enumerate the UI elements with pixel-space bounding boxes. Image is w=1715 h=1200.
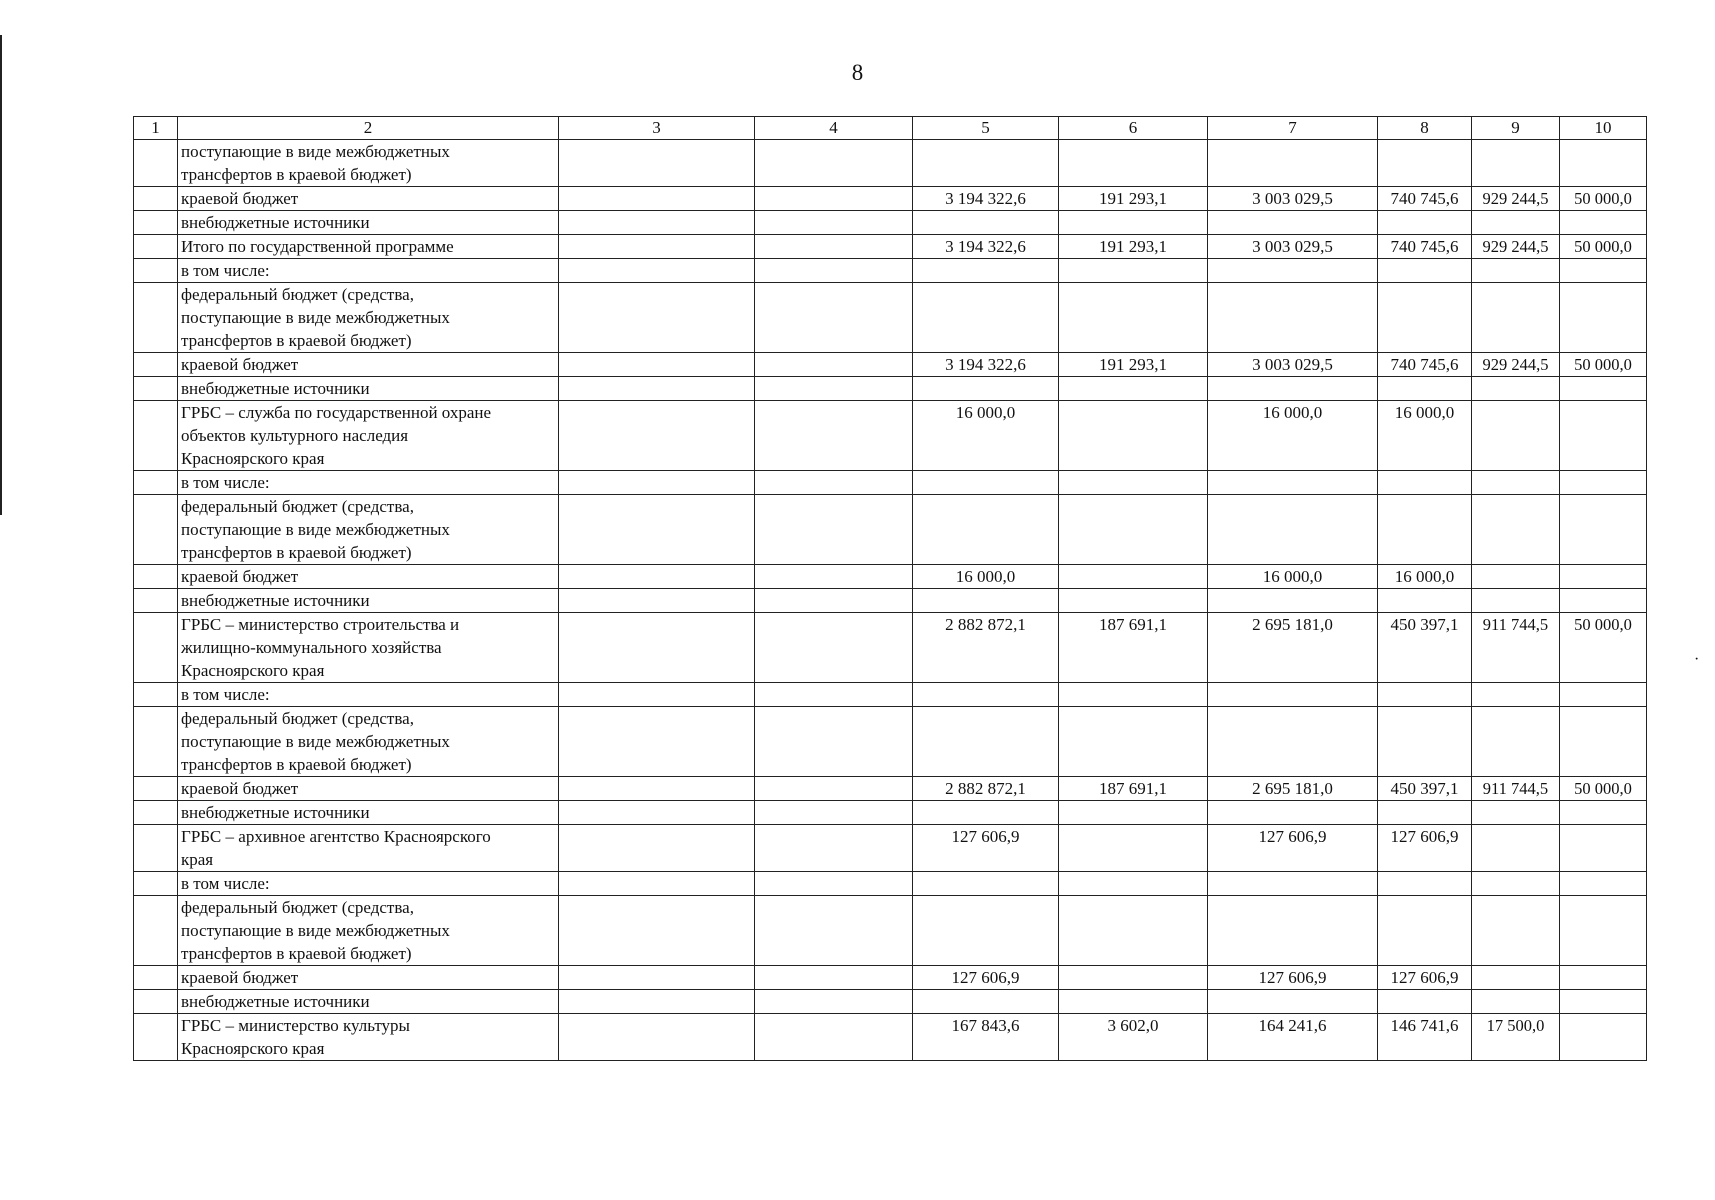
description-cell: ГРБС – архивное агентство Красноярского края <box>178 825 559 872</box>
col10-value-cell <box>1560 565 1647 589</box>
col7-value-cell <box>1208 801 1378 825</box>
scan-artifact-dot: · <box>1694 651 1700 668</box>
col9-value-cell <box>1472 707 1560 777</box>
table-row <box>134 187 1647 211</box>
column-header: 6 <box>1059 117 1208 140</box>
description-cell: федеральный бюджет (средства, поступающие в виде межбюджетных трансфертов в краевой бюджет) <box>178 495 559 565</box>
col6-value-cell <box>1059 801 1208 825</box>
col10-value-cell: 50 000,0 <box>1560 235 1647 259</box>
col4-cell <box>755 825 913 872</box>
col10-value-cell <box>1560 211 1647 235</box>
col3-cell <box>559 1014 755 1061</box>
column-header: 1 <box>134 117 178 140</box>
description-cell: федеральный бюджет (средства, поступающие в виде межбюджетных трансфертов в краевой бюджет) <box>178 707 559 777</box>
col8-value-cell <box>1378 683 1472 707</box>
col7-value-cell: 16 000,0 <box>1208 565 1378 589</box>
column-header: 9 <box>1472 117 1560 140</box>
col3-cell <box>559 589 755 613</box>
col10-value-cell: 50 000,0 <box>1560 777 1647 801</box>
col5-value-cell <box>913 683 1059 707</box>
col5-value-cell <box>913 283 1059 353</box>
col10-value-cell <box>1560 896 1647 966</box>
col3-cell <box>559 211 755 235</box>
col3-cell <box>559 990 755 1014</box>
col8-value-cell: 127 606,9 <box>1378 825 1472 872</box>
col8-value-cell <box>1378 283 1472 353</box>
col8-value-cell <box>1378 872 1472 896</box>
table-row <box>134 1014 1647 1061</box>
row-number-cell <box>134 872 178 896</box>
col10-value-cell <box>1560 872 1647 896</box>
col5-value-cell: 127 606,9 <box>913 966 1059 990</box>
column-header: 10 <box>1560 117 1647 140</box>
col8-value-cell <box>1378 259 1472 283</box>
col7-value-cell: 127 606,9 <box>1208 966 1378 990</box>
col10-value-cell <box>1560 1014 1647 1061</box>
col7-value-cell <box>1208 896 1378 966</box>
col4-cell <box>755 872 913 896</box>
col3-cell <box>559 707 755 777</box>
table-row <box>134 377 1647 401</box>
col5-value-cell: 16 000,0 <box>913 401 1059 471</box>
col4-cell <box>755 283 913 353</box>
row-number-cell <box>134 283 178 353</box>
row-number-cell <box>134 777 178 801</box>
table-row <box>134 471 1647 495</box>
col9-value-cell: 929 244,5 <box>1472 187 1560 211</box>
col6-value-cell <box>1059 683 1208 707</box>
col6-value-cell: 3 602,0 <box>1059 1014 1208 1061</box>
row-number-cell <box>134 1014 178 1061</box>
col3-cell <box>559 565 755 589</box>
col5-value-cell: 3 194 322,6 <box>913 235 1059 259</box>
col9-value-cell <box>1472 140 1560 187</box>
col9-value-cell <box>1472 589 1560 613</box>
col10-value-cell <box>1560 589 1647 613</box>
col6-value-cell <box>1059 896 1208 966</box>
col9-value-cell: 929 244,5 <box>1472 353 1560 377</box>
col5-value-cell <box>913 707 1059 777</box>
col8-value-cell: 450 397,1 <box>1378 777 1472 801</box>
col9-value-cell: 17 500,0 <box>1472 1014 1560 1061</box>
col5-value-cell <box>913 377 1059 401</box>
col3-cell <box>559 187 755 211</box>
col10-value-cell <box>1560 377 1647 401</box>
col10-value-cell <box>1560 495 1647 565</box>
col5-value-cell <box>913 872 1059 896</box>
col3-cell <box>559 401 755 471</box>
description-cell: краевой бюджет <box>178 966 559 990</box>
col7-value-cell: 3 003 029,5 <box>1208 235 1378 259</box>
col10-value-cell <box>1560 471 1647 495</box>
col7-value-cell <box>1208 211 1378 235</box>
col10-value-cell <box>1560 801 1647 825</box>
col9-value-cell <box>1472 471 1560 495</box>
row-number-cell <box>134 990 178 1014</box>
col6-value-cell <box>1059 966 1208 990</box>
description-cell: федеральный бюджет (средства, поступающие в виде межбюджетных трансфертов в краевой бюджет) <box>178 896 559 966</box>
col10-value-cell <box>1560 825 1647 872</box>
table-row <box>134 589 1647 613</box>
col5-value-cell: 3 194 322,6 <box>913 187 1059 211</box>
col7-value-cell: 164 241,6 <box>1208 1014 1378 1061</box>
row-number-cell <box>134 187 178 211</box>
col4-cell <box>755 801 913 825</box>
description-cell: внебюджетные источники <box>178 589 559 613</box>
col7-value-cell <box>1208 990 1378 1014</box>
description-cell: ГРБС – министерство строительства и жилищно-коммунального хозяйства Красноярского края <box>178 613 559 683</box>
col7-value-cell <box>1208 683 1378 707</box>
table-row <box>134 777 1647 801</box>
col7-value-cell <box>1208 495 1378 565</box>
column-header: 2 <box>178 117 559 140</box>
description-cell: в том числе: <box>178 471 559 495</box>
col8-value-cell: 740 745,6 <box>1378 235 1472 259</box>
col4-cell <box>755 259 913 283</box>
col4-cell <box>755 471 913 495</box>
col9-value-cell <box>1472 565 1560 589</box>
col7-value-cell: 2 695 181,0 <box>1208 777 1378 801</box>
column-header: 8 <box>1378 117 1472 140</box>
col8-value-cell: 16 000,0 <box>1378 401 1472 471</box>
col7-value-cell <box>1208 377 1378 401</box>
description-cell: краевой бюджет <box>178 187 559 211</box>
row-number-cell <box>134 235 178 259</box>
col9-value-cell <box>1472 211 1560 235</box>
col4-cell <box>755 990 913 1014</box>
col6-value-cell <box>1059 707 1208 777</box>
col7-value-cell <box>1208 707 1378 777</box>
col4-cell <box>755 211 913 235</box>
col9-value-cell <box>1472 825 1560 872</box>
col6-value-cell: 191 293,1 <box>1059 353 1208 377</box>
col9-value-cell <box>1472 259 1560 283</box>
col7-value-cell <box>1208 872 1378 896</box>
col10-value-cell <box>1560 966 1647 990</box>
col8-value-cell <box>1378 589 1472 613</box>
description-cell: в том числе: <box>178 259 559 283</box>
row-number-cell <box>134 707 178 777</box>
col8-value-cell: 450 397,1 <box>1378 613 1472 683</box>
col10-value-cell <box>1560 707 1647 777</box>
table-row <box>134 896 1647 966</box>
col3-cell <box>559 377 755 401</box>
col8-value-cell <box>1378 707 1472 777</box>
col10-value-cell: 50 000,0 <box>1560 187 1647 211</box>
col7-value-cell <box>1208 283 1378 353</box>
row-number-cell <box>134 471 178 495</box>
row-number-cell <box>134 565 178 589</box>
row-number-cell <box>134 377 178 401</box>
col5-value-cell <box>913 801 1059 825</box>
col4-cell <box>755 235 913 259</box>
col5-value-cell <box>913 211 1059 235</box>
table-row <box>134 872 1647 896</box>
col7-value-cell: 16 000,0 <box>1208 401 1378 471</box>
table-row <box>134 825 1647 872</box>
col6-value-cell <box>1059 283 1208 353</box>
description-cell: внебюджетные источники <box>178 211 559 235</box>
col5-value-cell <box>913 471 1059 495</box>
col3-cell <box>559 683 755 707</box>
col4-cell <box>755 683 913 707</box>
table-row <box>134 140 1647 187</box>
col3-cell <box>559 872 755 896</box>
col7-value-cell <box>1208 589 1378 613</box>
col7-value-cell: 127 606,9 <box>1208 825 1378 872</box>
col6-value-cell <box>1059 377 1208 401</box>
row-number-cell <box>134 401 178 471</box>
col6-value-cell <box>1059 872 1208 896</box>
col4-cell <box>755 140 913 187</box>
col7-value-cell <box>1208 259 1378 283</box>
col5-value-cell <box>913 259 1059 283</box>
row-number-cell <box>134 140 178 187</box>
description-cell: ГРБС – служба по государственной охране объектов культурного наследия Красноярского края <box>178 401 559 471</box>
col10-value-cell <box>1560 283 1647 353</box>
col7-value-cell: 3 003 029,5 <box>1208 187 1378 211</box>
col9-value-cell: 911 744,5 <box>1472 777 1560 801</box>
col3-cell <box>559 259 755 283</box>
col10-value-cell <box>1560 990 1647 1014</box>
left-margin-rule <box>0 35 2 515</box>
row-number-cell <box>134 495 178 565</box>
row-number-cell <box>134 589 178 613</box>
col9-value-cell <box>1472 495 1560 565</box>
table-row <box>134 401 1647 471</box>
col3-cell <box>559 353 755 377</box>
col6-value-cell <box>1059 401 1208 471</box>
table-row <box>134 683 1647 707</box>
description-cell: в том числе: <box>178 872 559 896</box>
col6-value-cell <box>1059 495 1208 565</box>
col8-value-cell <box>1378 211 1472 235</box>
col7-value-cell <box>1208 471 1378 495</box>
col8-value-cell: 127 606,9 <box>1378 966 1472 990</box>
column-header: 4 <box>755 117 913 140</box>
col5-value-cell: 167 843,6 <box>913 1014 1059 1061</box>
col4-cell <box>755 187 913 211</box>
col9-value-cell: 929 244,5 <box>1472 235 1560 259</box>
col5-value-cell <box>913 896 1059 966</box>
description-cell: Итого по государственной программе <box>178 235 559 259</box>
description-cell: краевой бюджет <box>178 777 559 801</box>
table-row <box>134 353 1647 377</box>
col6-value-cell <box>1059 565 1208 589</box>
col8-value-cell <box>1378 377 1472 401</box>
col5-value-cell: 16 000,0 <box>913 565 1059 589</box>
col9-value-cell <box>1472 801 1560 825</box>
col10-value-cell <box>1560 259 1647 283</box>
column-header: 5 <box>913 117 1059 140</box>
col6-value-cell <box>1059 211 1208 235</box>
col6-value-cell <box>1059 259 1208 283</box>
col4-cell <box>755 377 913 401</box>
description-cell: поступающие в виде межбюджетных трансфертов в краевой бюджет) <box>178 140 559 187</box>
col3-cell <box>559 235 755 259</box>
table-row <box>134 495 1647 565</box>
col8-value-cell <box>1378 495 1472 565</box>
col7-value-cell: 3 003 029,5 <box>1208 353 1378 377</box>
col5-value-cell <box>913 140 1059 187</box>
row-number-cell <box>134 801 178 825</box>
description-cell: федеральный бюджет (средства, поступающие в виде межбюджетных трансфертов в краевой бюджет) <box>178 283 559 353</box>
col3-cell <box>559 471 755 495</box>
description-cell: внебюджетные источники <box>178 990 559 1014</box>
table-row <box>134 283 1647 353</box>
table-row <box>134 259 1647 283</box>
column-header: 3 <box>559 117 755 140</box>
budget-table <box>133 116 1647 1061</box>
col4-cell <box>755 401 913 471</box>
col8-value-cell: 146 741,6 <box>1378 1014 1472 1061</box>
description-cell: ГРБС – министерство культуры Красноярского края <box>178 1014 559 1061</box>
col8-value-cell: 740 745,6 <box>1378 187 1472 211</box>
col4-cell <box>755 896 913 966</box>
col5-value-cell <box>913 589 1059 613</box>
col3-cell <box>559 777 755 801</box>
col8-value-cell <box>1378 990 1472 1014</box>
col4-cell <box>755 1014 913 1061</box>
col9-value-cell <box>1472 401 1560 471</box>
col3-cell <box>559 825 755 872</box>
col5-value-cell: 127 606,9 <box>913 825 1059 872</box>
table-row <box>134 613 1647 683</box>
description-cell: в том числе: <box>178 683 559 707</box>
col6-value-cell: 191 293,1 <box>1059 187 1208 211</box>
table-row <box>134 565 1647 589</box>
col3-cell <box>559 966 755 990</box>
row-number-cell <box>134 613 178 683</box>
col5-value-cell: 2 882 872,1 <box>913 777 1059 801</box>
col9-value-cell: 911 744,5 <box>1472 613 1560 683</box>
row-number-cell <box>134 966 178 990</box>
col7-value-cell: 2 695 181,0 <box>1208 613 1378 683</box>
col10-value-cell <box>1560 140 1647 187</box>
col6-value-cell: 187 691,1 <box>1059 613 1208 683</box>
col3-cell <box>559 613 755 683</box>
row-number-cell <box>134 896 178 966</box>
col8-value-cell <box>1378 471 1472 495</box>
col4-cell <box>755 707 913 777</box>
description-cell: краевой бюджет <box>178 565 559 589</box>
col6-value-cell <box>1059 471 1208 495</box>
column-header: 7 <box>1208 117 1378 140</box>
col6-value-cell: 191 293,1 <box>1059 235 1208 259</box>
col8-value-cell: 16 000,0 <box>1378 565 1472 589</box>
col4-cell <box>755 589 913 613</box>
col4-cell <box>755 966 913 990</box>
col6-value-cell <box>1059 589 1208 613</box>
row-number-cell <box>134 259 178 283</box>
table-row <box>134 707 1647 777</box>
col10-value-cell: 50 000,0 <box>1560 353 1647 377</box>
col6-value-cell <box>1059 825 1208 872</box>
col4-cell <box>755 353 913 377</box>
col10-value-cell <box>1560 683 1647 707</box>
col3-cell <box>559 495 755 565</box>
row-number-cell <box>134 211 178 235</box>
col3-cell <box>559 283 755 353</box>
col4-cell <box>755 565 913 589</box>
row-number-cell <box>134 353 178 377</box>
table-row <box>134 801 1647 825</box>
col4-cell <box>755 495 913 565</box>
col9-value-cell <box>1472 683 1560 707</box>
col9-value-cell <box>1472 872 1560 896</box>
description-cell: внебюджетные источники <box>178 377 559 401</box>
col6-value-cell <box>1059 140 1208 187</box>
col8-value-cell <box>1378 801 1472 825</box>
col5-value-cell <box>913 990 1059 1014</box>
col4-cell <box>755 777 913 801</box>
col4-cell <box>755 613 913 683</box>
col3-cell <box>559 140 755 187</box>
col8-value-cell: 740 745,6 <box>1378 353 1472 377</box>
col9-value-cell <box>1472 377 1560 401</box>
col5-value-cell: 3 194 322,6 <box>913 353 1059 377</box>
col9-value-cell <box>1472 896 1560 966</box>
table-row <box>134 235 1647 259</box>
col8-value-cell <box>1378 896 1472 966</box>
description-cell: краевой бюджет <box>178 353 559 377</box>
description-cell: внебюджетные источники <box>178 801 559 825</box>
col7-value-cell <box>1208 140 1378 187</box>
col9-value-cell <box>1472 990 1560 1014</box>
col3-cell <box>559 896 755 966</box>
table-row <box>134 211 1647 235</box>
page-number: 8 <box>851 60 864 85</box>
table-row <box>134 966 1647 990</box>
col10-value-cell <box>1560 401 1647 471</box>
col6-value-cell: 187 691,1 <box>1059 777 1208 801</box>
col3-cell <box>559 801 755 825</box>
col9-value-cell <box>1472 283 1560 353</box>
col9-value-cell <box>1472 966 1560 990</box>
col8-value-cell <box>1378 140 1472 187</box>
col10-value-cell: 50 000,0 <box>1560 613 1647 683</box>
row-number-cell <box>134 683 178 707</box>
col5-value-cell <box>913 495 1059 565</box>
table-row <box>134 990 1647 1014</box>
column-number-row <box>134 117 1647 140</box>
col5-value-cell: 2 882 872,1 <box>913 613 1059 683</box>
row-number-cell <box>134 825 178 872</box>
col6-value-cell <box>1059 990 1208 1014</box>
